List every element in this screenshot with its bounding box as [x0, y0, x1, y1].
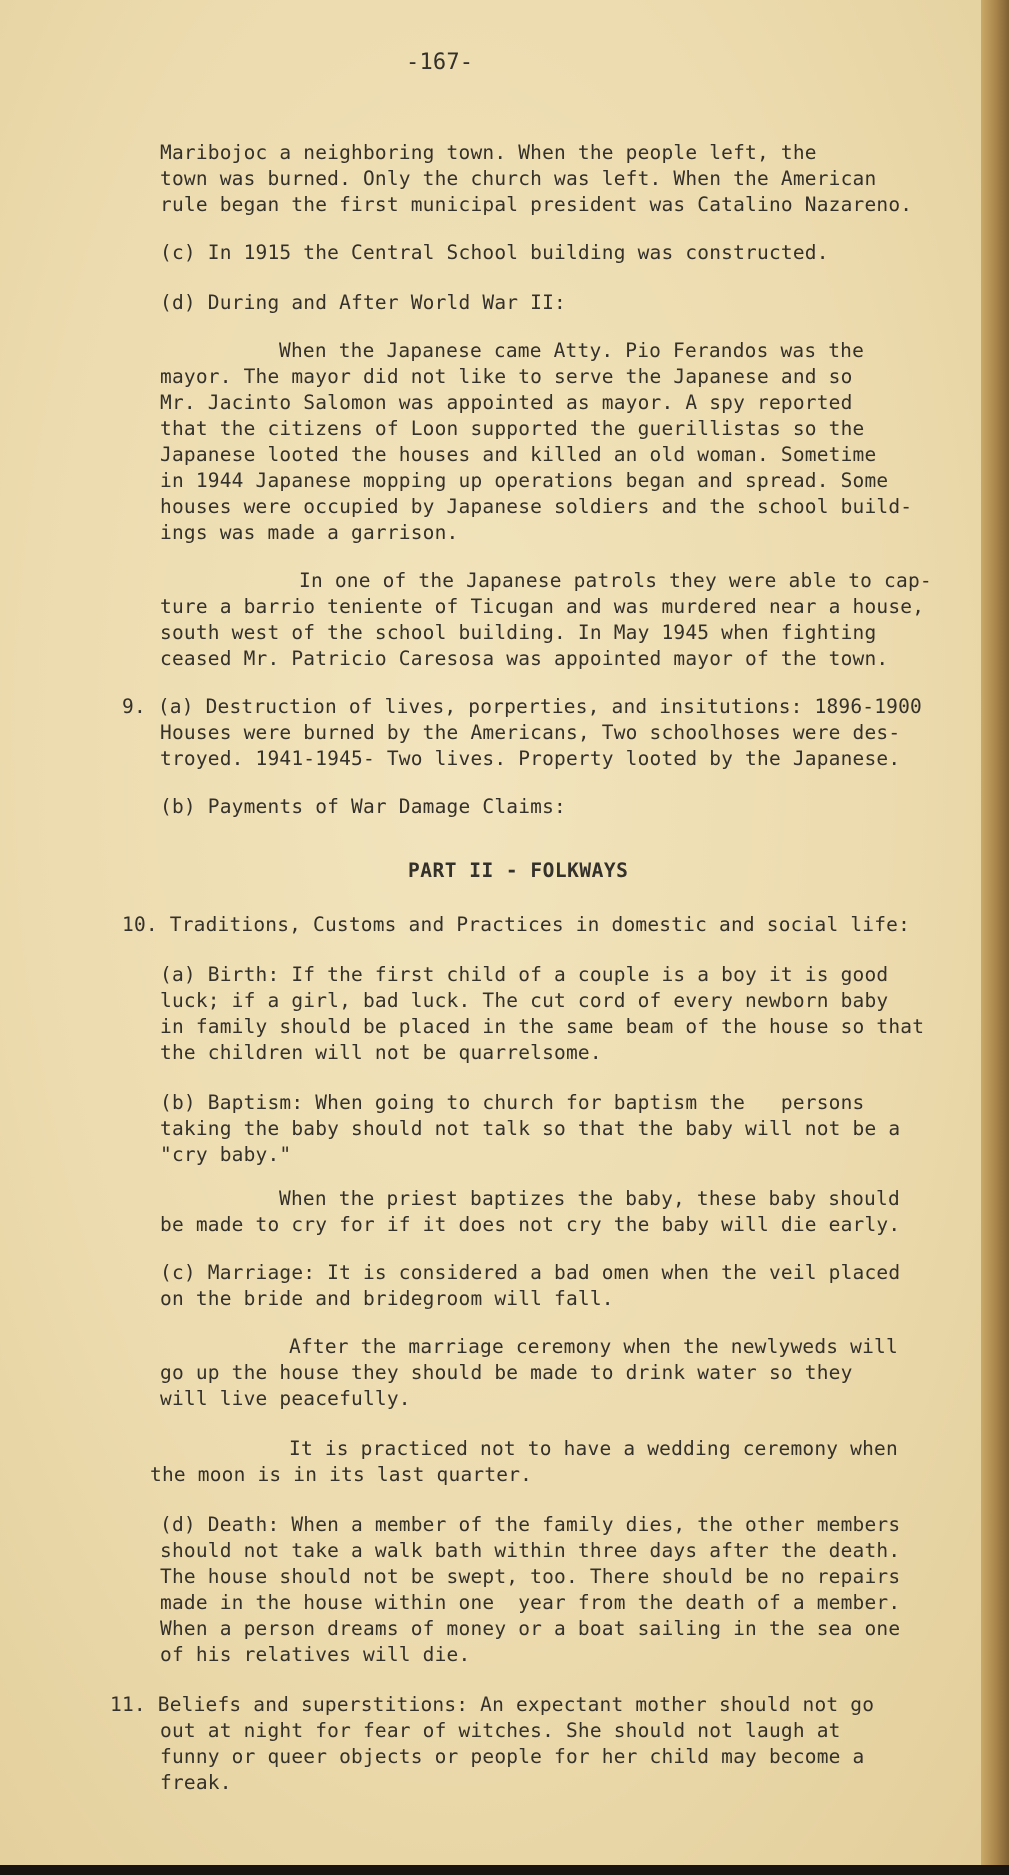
text-line: After the marriage ceremony when the newlyweds will: [289, 1335, 898, 1358]
text-line: (b) Baptism: When going to church for baptism the persons: [160, 1091, 865, 1114]
text-line: taking the baby should not talk so that the baby will not be a: [160, 1117, 901, 1140]
text-line: be made to cry for if it does not cry the baby will die early.: [160, 1213, 901, 1236]
text-line: freak.: [160, 1771, 232, 1794]
text-line: 11. Beliefs and superstitions: An expectant mother should not go: [110, 1693, 875, 1716]
book-spine: [981, 0, 1009, 1875]
page-number: -167-: [406, 50, 474, 75]
text-line: 9. (a) Destruction of lives, porperties, and insitutions: 1896-1900: [122, 695, 922, 718]
text-line: mayor. The mayor did not like to serve the Japanese and so: [160, 365, 853, 388]
text-line: made in the house within one year from the death of a member.: [160, 1591, 901, 1614]
text-line: out at night for fear of witches. She should not laugh at: [160, 1719, 841, 1742]
text-line: (a) Birth: If the first child of a couple is a boy it is good: [160, 963, 889, 986]
text-line: (d) During and After World War II:: [160, 291, 566, 314]
text-line: (c) In 1915 the Central School building was constructed.: [160, 241, 829, 264]
text-line: ture a barrio teniente of Ticugan and was murdered near a house,: [160, 595, 925, 618]
text-line: should not take a walk bath within three days after the death.: [160, 1539, 901, 1562]
text-line: When the priest baptizes the baby, these baby should: [279, 1187, 900, 1210]
text-line: of his relatives will die.: [160, 1643, 471, 1666]
text-line: houses were occupied by Japanese soldiers and the school build-: [160, 495, 913, 518]
text-line: in family should be placed in the same beam of the house so that: [160, 1015, 925, 1038]
text-line: town was burned. Only the church was left. When the American: [160, 167, 877, 190]
text-line: will live peacefully.: [160, 1387, 411, 1410]
text-line: Houses were burned by the Americans, Two schoolhoses were des-: [160, 721, 901, 744]
scan-edge: [0, 1865, 1009, 1875]
text-line: The house should not be swept, too. There should be no repairs: [160, 1565, 901, 1588]
text-line: In one of the Japanese patrols they were able to cap-: [299, 569, 932, 592]
text-line: on the bride and bridegroom will fall.: [160, 1287, 614, 1310]
text-line: When a person dreams of money or a boat sailing in the sea one: [160, 1617, 901, 1640]
text-line: rule began the first municipal president was Catalino Nazareno.: [160, 193, 913, 216]
text-line: Mr. Jacinto Salomon was appointed as mayor. A spy reported: [160, 391, 853, 414]
text-line: (d) Death: When a member of the family dies, the other members: [160, 1513, 901, 1536]
section-heading: PART II - FOLKWAYS: [408, 859, 629, 882]
text-line: funny or queer objects or people for her child may become a: [160, 1745, 865, 1768]
text-line: go up the house they should be made to drink water so they: [160, 1361, 853, 1384]
text-line: the moon is in its last quarter.: [150, 1463, 533, 1486]
text-line: (b) Payments of War Damage Claims:: [160, 795, 566, 818]
text-line: Japanese looted the houses and killed an old woman. Sometime: [160, 443, 877, 466]
text-line: ings was made a garrison.: [160, 521, 459, 544]
text-line: the children will not be quarrelsome.: [160, 1041, 602, 1064]
text-line: (c) Marriage: It is considered a bad omen when the veil placed: [160, 1261, 901, 1284]
text-line: that the citizens of Loon supported the guerillistas so the: [160, 417, 865, 440]
text-line: in 1944 Japanese mopping up operations began and spread. Some: [160, 469, 889, 492]
text-line: luck; if a girl, bad luck. The cut cord of every newborn baby: [160, 989, 889, 1012]
text-line: south west of the school building. In May 1945 when fighting: [160, 621, 877, 644]
text-line: Maribojoc a neighboring town. When the people left, the: [160, 141, 817, 164]
text-line: It is practiced not to have a wedding ceremony when: [289, 1437, 898, 1460]
text-line: "cry baby.": [160, 1143, 292, 1166]
text-line: When the Japanese came Atty. Pio Ferandos was the: [279, 339, 865, 362]
text-line: 10. Traditions, Customs and Practices in domestic and social life:: [122, 913, 911, 936]
text-line: ceased Mr. Patricio Caresosa was appointed mayor of the town.: [160, 647, 889, 670]
text-line: troyed. 1941-1945- Two lives. Property looted by the Japanese.: [160, 747, 901, 770]
